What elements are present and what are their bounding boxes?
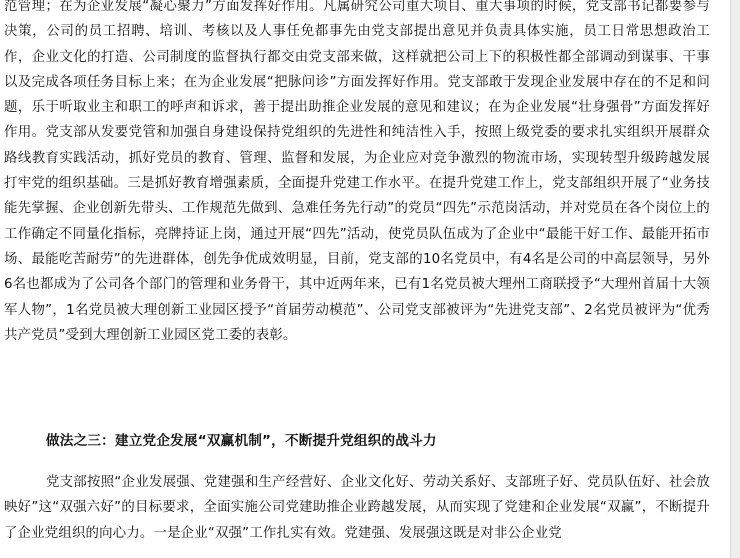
section-heading: 做法之三：建立党企发展“双赢机制”，不断提升党组织的战斗力 — [46, 433, 437, 449]
article-paragraph: 范管理；在为企业发展“凝心聚力”方面发挥好作用。凡属研究公司重大项目、重大事项的时候，党支部书记都要参与决策，公司的员工招聘、培训、考核以及人事任免都事先由党支部提出意见并负责具体实施，员工日常思想政治工作，企业文化的打造、公司制度的监督执行都交由党支部来做，这样就把公司上下的积极性都全部调动到谋事、干事以及完成各项任务目标上来；在为企业发展“把脉问诊”方面发挥好作用。党支部敢于发现企业发展中存在的不足和问题，乐于听取业主和职工的呼声和诉求，善于提出助推企业发展的意见和建议；在为企业发展“壮身强骨”方面发挥好作用。党支部从发要党管和加强自身建设保持党组织的先进性和纯洁性入手，按照上级党委的要求扎实组织开展群众路线教育实践活动，抓好党员的教育、管理、监督和发展，为企业应对竞争激烈的物流市场，实现转型升级跨越发展打牢党的组织基础。三是抓好教育增强素质，全面提升党建工作水平。在提升党建工作上，党支部组织开展了“业务技能先掌握、企业创新先带头、工作规范先做到、急难任务先行动”的党员“四先”示范岗活动，并对党员在各个岗位上的工作确定不同量化指标，亮牌持证上岗，通过开展“四先”活动，使党员队伍成为了企业中“最能干好工作、最能开拓市场、最能吃苦耐劳”的先进群体，创先争优成效明显，目前，党支部的10名党员中，有4名是公司的中高层领导，另外6名也都成为了公司各个部门的管理和业务骨干，其中近两年来，已有1名党员被大理州工商联授予“大理州首届十大领军人物”，1名党员被大理创新工业园区授予“首届劳动模范”、公司党支部被评为“先进党支部”、2名党员被评为“优秀共产党员”受到大理创新工业园区党工委的表彰。 — [4, 0, 710, 343]
vertical-scrollbar[interactable] — [730, 0, 740, 558]
article-paragraph: 党支部按照“企业发展强、党建强和生产经营好、企业文化好、劳动关系好、支部班子好、党员队伍好、社会放映好”这“双强六好”的目标要求，全面实施公司党建助推企业跨越发展，从而实现了党建和企业发展“双赢”，不断提升了企业党组织的向心力。一是企业“双强”工作扎实有效。党建强、发展强这既是对非公企业党 — [4, 475, 710, 541]
